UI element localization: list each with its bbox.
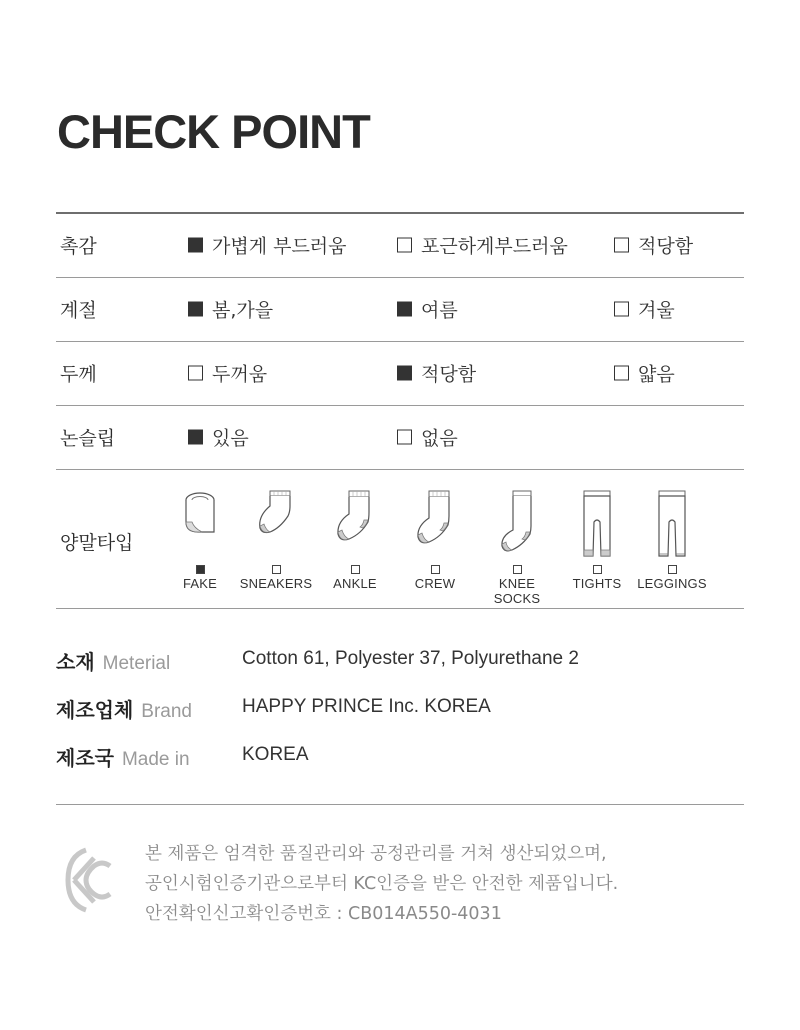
spec-made-in: [56, 742, 744, 778]
fake-sock-icon: [180, 490, 220, 540]
option-season-spring-fall: 봄,가을: [188, 296, 273, 323]
checkbox-unchecked: [272, 565, 281, 574]
row-label: 촉감: [60, 235, 97, 258]
checkbox-unchecked: [614, 302, 629, 317]
knee-sock-icon: [497, 490, 537, 554]
row-label-sock-type: 양말타입: [60, 532, 134, 554]
kc-certificate-number: 안전확인신고확인증번호 : CB014A550-4031: [145, 904, 502, 924]
spec-brand: [56, 694, 744, 730]
sock-type-ankle: [313, 490, 397, 592]
sock-type-label: KNEE SOCKS: [493, 576, 541, 606]
checkbox-checked: [188, 430, 203, 445]
option-texture-moderate: 적당함: [614, 232, 693, 259]
sock-type-label: ANKLE: [333, 576, 377, 591]
checkbox-unchecked: [431, 565, 440, 574]
option-texture-light: 가볍게 부드러움: [188, 232, 347, 259]
row-label: 두께: [60, 363, 97, 386]
checkbox-unchecked: [397, 430, 412, 445]
spec-label-ko: 소재: [56, 650, 95, 674]
kc-notice-line: 공인시험인증기관으로부터 KC인증을 받은 안전한 제품입니다.: [145, 874, 619, 894]
ankle-sock-icon: [333, 490, 377, 544]
spec-label-en: Meterial: [102, 653, 171, 674]
spec-label-ko: 제조업체: [56, 698, 134, 722]
section-divider: [56, 804, 744, 805]
sock-type-knee-socks: [475, 490, 559, 606]
option-season-winter: 겨울: [614, 296, 675, 323]
table-row-texture: [56, 214, 744, 276]
option-texture-cozy: 포근하게부드러움: [397, 232, 568, 259]
checkbox-unchecked: [614, 366, 629, 381]
option-nonslip-no: 없음: [397, 424, 458, 451]
table-row-season: [56, 278, 744, 340]
option-thickness-thin: 얇음: [614, 360, 675, 387]
sock-type-label: FAKE: [182, 576, 218, 591]
spec-material: [56, 646, 744, 682]
sock-type-sneakers: [234, 490, 318, 592]
row-label: 계절: [60, 299, 97, 322]
checkbox-unchecked: [593, 565, 602, 574]
tights-icon: [582, 490, 612, 558]
checkbox-unchecked: [513, 565, 522, 574]
spec-label-en: Brand: [141, 701, 192, 722]
checkbox-unchecked: [188, 366, 203, 381]
sock-type-leggings: [630, 490, 714, 592]
sock-type-tights: [555, 490, 639, 592]
option-thickness-thick: 두꺼움: [188, 360, 267, 387]
sock-type-label: LEGGINGS: [637, 576, 707, 591]
spec-label-ko: 제조국: [56, 746, 114, 770]
checkbox-unchecked: [668, 565, 677, 574]
option-nonslip-yes: 있음: [188, 424, 249, 451]
sock-type-label: CREW: [414, 576, 456, 591]
row-divider: [56, 469, 744, 470]
leggings-icon: [657, 490, 687, 558]
sock-type-label: TIGHTS: [572, 576, 622, 591]
spec-value: Cotton 61, Polyester 37, Polyurethane 2: [242, 648, 579, 669]
crew-sock-icon: [413, 490, 457, 546]
row-label: 논슬립: [60, 427, 116, 450]
checkbox-checked: [397, 366, 412, 381]
option-season-summer: 여름: [397, 296, 458, 323]
checkbox-checked: [397, 302, 412, 317]
checkbox-unchecked: [397, 238, 412, 253]
sock-type-crew: [393, 490, 477, 592]
sock-type-fake: [158, 490, 242, 592]
sock-type-label: SNEAKERS: [239, 576, 313, 591]
spec-value: HAPPY PRINCE Inc. KOREA: [242, 696, 491, 717]
row-divider: [56, 608, 744, 609]
checkbox-unchecked: [351, 565, 360, 574]
option-thickness-moderate: 적당함: [397, 360, 476, 387]
page-title: CHECK POINT: [57, 105, 370, 158]
checkbox-unchecked: [614, 238, 629, 253]
checkbox-checked: [188, 302, 203, 317]
table-row-thickness: [56, 342, 744, 404]
sneakers-sock-icon: [254, 490, 298, 540]
checkbox-checked: [196, 565, 205, 574]
checkbox-checked: [188, 238, 203, 253]
kc-certification-icon: [64, 846, 114, 914]
spec-value: KOREA: [242, 744, 309, 765]
spec-label-en: Made in: [121, 749, 190, 770]
kc-notice-line: 본 제품은 엄격한 품질관리와 공정관리를 거쳐 생산되었으며,: [145, 844, 607, 864]
table-row-non-slip: [56, 406, 744, 468]
